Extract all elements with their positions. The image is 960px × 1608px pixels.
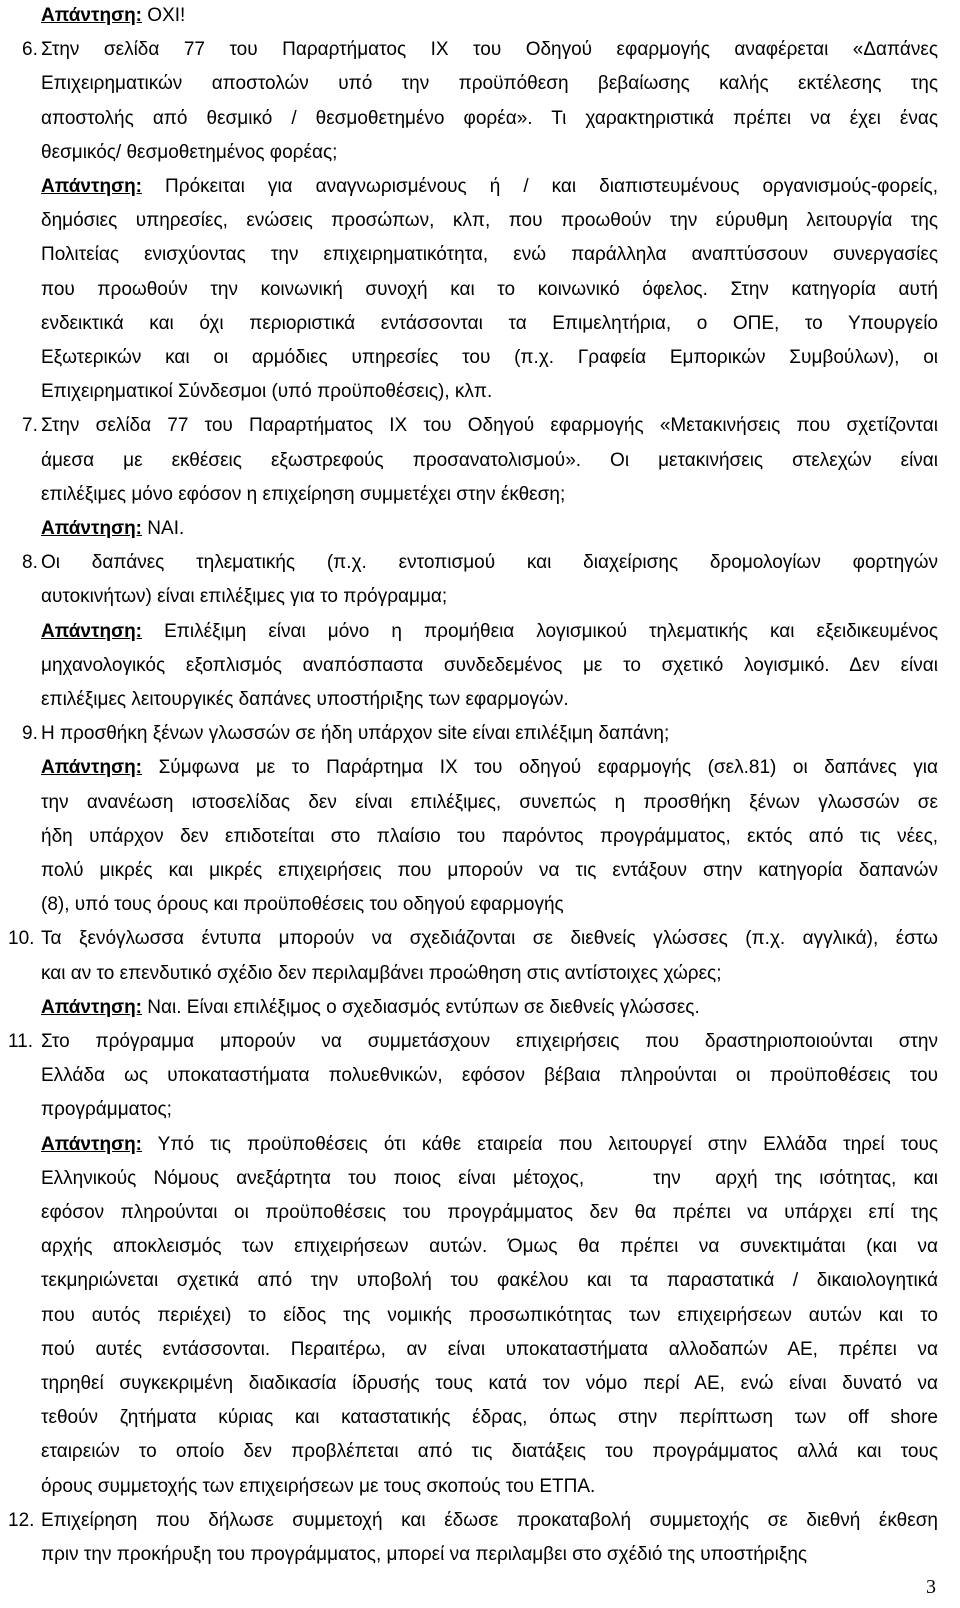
question-line <box>41 551 938 575</box>
question-line <box>41 449 938 473</box>
answer-line <box>41 996 938 1020</box>
answer-line <box>41 688 938 712</box>
answer-line-text: αρχής αποκλεισμός των επιχειρήσεων αυτών. Όμως θα πρέπει να συνεκτιμάται (και να <box>41 1236 938 1258</box>
answer-line-text: εφόσον πληρούνται οι προϋποθέσεις του προγράμματος δεν θα πρέπει να υπάρχει επί της <box>41 1202 938 1223</box>
question-number: 8. <box>22 552 38 574</box>
answer-line-text: που προωθούν την κοινωνική συνοχή και το κοινωνικό όφελος. Στην κατηγορία αυτή <box>41 278 938 300</box>
question-line <box>41 107 938 131</box>
page-number: 3 <box>926 1576 936 1598</box>
answer-line-text: πολύ μικρές και μικρές επιχειρήσεις που μπορούν να τις εντάξουν στην κατηγορία δαπανών <box>41 860 938 881</box>
answer-line <box>41 825 938 849</box>
answer-line-text: δημόσιες υπηρεσίες, ενώσεις προσώπων, κλπ, που προωθούν την εύρυθμη λειτουργία της <box>41 210 938 232</box>
question-line-text: Η προσθήκη ξένων γλωσσών σε ήδη υπάρχον site είναι επιλέξιμη δαπάνη; <box>41 723 670 745</box>
question-line-text: Στο πρόγραμμα μπορούν να συμμετάσχουν επιχειρήσεις που δραστηριοποιούνται στην <box>41 1031 938 1052</box>
question-line <box>41 1543 938 1567</box>
answer-line <box>41 654 938 678</box>
question-line <box>41 927 938 951</box>
answer-line-text: Υπό τις προϋποθέσεις ότι κάθε εταιρεία που λειτουργεί στην Ελλάδα τηρεί τους <box>142 1133 938 1155</box>
question-number: 6. <box>22 39 38 61</box>
answer-line <box>41 517 938 541</box>
answer-line-text: Ελληνικούς Νόμους ανεξάρτητα του ποιος είναι μέτοχος, την αρχή της ισότητας, και <box>41 1167 938 1189</box>
answer-line-text: Σύμφωνα με το Παράρτημα ΙΧ του οδηγού εφαρμογής (σελ.81) οι δαπάνες για <box>142 757 938 779</box>
answer-line <box>41 1338 938 1362</box>
question-line <box>41 72 938 96</box>
question-number: 10. <box>8 928 35 950</box>
answer-line <box>41 278 938 302</box>
answer-line-text: Εξωτερικών και οι αρμόδιες υπηρεσίες του (π.χ. Γραφεία Εμπορικών Συμβούλων), οι <box>41 347 938 368</box>
question-line-text: πριν την προκήρυξη του προγράμματος, μπορεί να περιλαμβει στο σχέδιό της υποστήριξης <box>41 1544 808 1565</box>
question-line-text: αυτοκινήτων) είναι επιλέξιμες για το πρόγραμμα; <box>41 586 448 608</box>
answer-line <box>41 1167 938 1191</box>
question-number: 11. <box>8 1031 34 1052</box>
answer-text: ΟΧΙ! <box>142 5 186 26</box>
answer-line <box>41 1235 938 1259</box>
answer-line <box>41 1304 938 1328</box>
answer-label: Απάντηση: <box>41 518 143 539</box>
answer-label: Απάντηση: <box>41 5 143 26</box>
answer-line-text: μηχανολογικός εξοπλισμός αναπόσπαστα συνδεδεμένος με το σχετικό λογισμικό. Δεν είναι <box>41 654 938 676</box>
answer-line <box>41 1269 938 1293</box>
answer-line-text: εταιρειών το οποίο δεν προβλέπεται από τις διατάξεις του προγράμματος αλλά και τους <box>41 1441 938 1463</box>
question-line-text: προγράμματος; <box>41 1099 172 1121</box>
answer-line <box>41 1133 938 1157</box>
answer-line <box>41 1475 938 1499</box>
question-number: 7. <box>22 415 38 437</box>
question-line-text: αποστολής από θεσμικό / θεσμοθετημένο φορέα». Τι χαρακτηριστικά πρέπει να έχει ένας <box>41 107 938 129</box>
answer-line-text: Επιλέξιμη είναι μόνο η προμήθεια λογισμικού τηλεματικής και εξειδικευμένος <box>142 620 938 642</box>
question-line-text: Τα ξενόγλωσσα έντυπα μπορούν να σχεδιάζονται σε διεθνείς γλώσσες (π.χ. αγγλικά), έστω <box>41 928 938 950</box>
answer-line-text: που αυτός περιέχει) το είδος της νομικής προσωπικότητας των επιχειρήσεων αυτών και το <box>41 1304 938 1326</box>
question-line-text: άμεσα με εκθέσεις εξωστρεφούς προσανατολισμού». Οι μετακινήσεις στελεχών είναι <box>41 449 938 471</box>
answer-line <box>41 243 938 267</box>
question-number: 12. <box>8 1509 35 1531</box>
answer-line <box>41 1372 938 1396</box>
answer-line <box>41 893 938 917</box>
question-line <box>41 1098 938 1122</box>
answer-line-text: Πρόκειται για αναγνωρισμένους ή / και διαπιστευμένους οργανισμούς-φορείς, <box>142 176 938 197</box>
answer-line-text: Πολιτείας ενισχύοντας την επιχειρηματικότητα, ενώ παράλληλα αναπτύσσουν συνεργασίες <box>41 244 938 266</box>
answer-line <box>41 859 938 883</box>
answer-line-text: ενδεικτικά και όχι περιοριστικά εντάσσονται τα Επιμελητήρια, ο ΟΠΕ, το Υπουργείο <box>41 312 938 334</box>
question-line <box>41 141 938 165</box>
question-line <box>41 1509 938 1533</box>
answer-line-text: ήδη υπάρχον δεν επιδοτείται στο πλαίσιο του παρόντος προγράμματος, εκτός από τις νέες, <box>41 825 938 847</box>
answer-label: Απάντηση: <box>41 176 143 197</box>
answer-line-text: πού αυτές εντάσσονται. Περαιτέρω, αν είναι υποκαταστήματα αλλοδαπών ΑΕ, πρέπει να <box>41 1338 938 1360</box>
answer-line <box>41 175 938 199</box>
answer-line-text: την ανανέωση ιστοσελίδας δεν είναι επιλέξιμες, συνεπώς η προσθήκη ξένων γλωσσών σε <box>41 791 938 813</box>
answer-line-text: τεθούν ζητήματα κύριας και καταστατικής έδρας, όπως στην περίπτωση των off shore <box>41 1407 938 1429</box>
answer-line <box>41 4 185 28</box>
answer-line <box>41 209 938 233</box>
answer-line-text: Ναι. Είναι επιλέξιμος ο σχεδιασμός εντύπων σε διεθνείς γλώσσες. <box>142 996 700 1018</box>
question-line <box>41 483 938 507</box>
question-line <box>41 38 938 62</box>
question-line <box>41 1030 938 1054</box>
answer-line <box>41 312 938 336</box>
question-line-text: Στην σελίδα 77 του Παραρτήματος ΙΧ του Οδηγού εφαρμογής «Μετακινήσεις που σχετίζονται <box>41 415 938 437</box>
answer-line <box>41 756 938 780</box>
question-line <box>41 1064 938 1088</box>
question-number: 9. <box>22 723 38 745</box>
question-line-text: Στην σελίδα 77 του Παραρτήματος ΙΧ του Οδηγού εφαρμογής αναφέρεται «Δαπάνες <box>41 39 938 61</box>
answer-line <box>41 620 938 644</box>
answer-line <box>41 1201 938 1225</box>
answer-line <box>41 791 938 815</box>
question-line-text: Ελλάδα ως υποκαταστήματα πολυεθνικών, εφόσον βέβαια πληρούνται οι προϋποθέσεις του <box>41 1065 938 1087</box>
question-line-text: επιλέξιμες μόνο εφόσον η επιχείρηση συμμετέχει στην έκθεση; <box>41 483 566 505</box>
question-line <box>41 414 938 438</box>
answer-label: Απάντηση: <box>41 1133 143 1155</box>
question-line <box>41 962 938 986</box>
question-line-text: και αν το επενδυτικό σχέδιο δεν περιλαμβάνει προώθηση στις αντίστοιχες χώρες; <box>41 962 722 984</box>
question-line-text: Οι δαπάνες τηλεματικής (π.χ. εντοπισμού και διαχείρισης δρομολογίων φορτηγών <box>41 552 938 574</box>
answer-line-text: ΝΑΙ. <box>142 518 185 539</box>
answer-line-text: όρους συμμετοχής των επιχειρήσεων με τους σκοπούς του ΕΤΠΑ. <box>41 1475 596 1497</box>
question-line-text: Επιχειρηματικών αποστολών υπό την προϋπόθεση βεβαίωσης καλής εκτέλεσης της <box>41 73 938 95</box>
answer-line-text: τηρηθεί συγκεκριμένη διαδικασία ίδρυσής τους κατά τον νόμο περί ΑΕ, ενώ είναι δυνατό να <box>41 1373 938 1394</box>
answer-line-text: τεκμηριώνεται σχετικά από την υποβολή του φακέλου και τα παραστατικά / δικαιολογητικά <box>41 1270 938 1292</box>
answer-line <box>41 1440 938 1464</box>
question-line-text: Επιχείρηση που δήλωσε συμμετοχή και έδωσε προκαταβολή συμμετοχής σε διεθνή έκθεση <box>41 1509 938 1531</box>
answer-label: Απάντηση: <box>41 996 143 1018</box>
answer-line-text: Επιχειρηματικοί Σύνδεσμοι (υπό προϋποθέσεις), κλπ. <box>41 381 493 403</box>
answer-line-text: (8), υπό τους όρους και προϋποθέσεις του οδηγού εφαρμογής <box>41 894 564 916</box>
answer-line <box>41 380 938 404</box>
answer-label: Απάντηση: <box>41 757 143 779</box>
answer-line-text: επιλέξιμες λειτουργικές δαπάνες υποστήριξης των εφαρμογών. <box>41 689 569 710</box>
question-line <box>41 722 938 746</box>
answer-label: Απάντηση: <box>41 620 143 642</box>
answer-line <box>41 346 938 370</box>
question-line-text: θεσμικός/ θεσμοθετημένος φορέας; <box>41 141 338 163</box>
answer-line <box>41 1406 938 1430</box>
question-line <box>41 585 938 609</box>
